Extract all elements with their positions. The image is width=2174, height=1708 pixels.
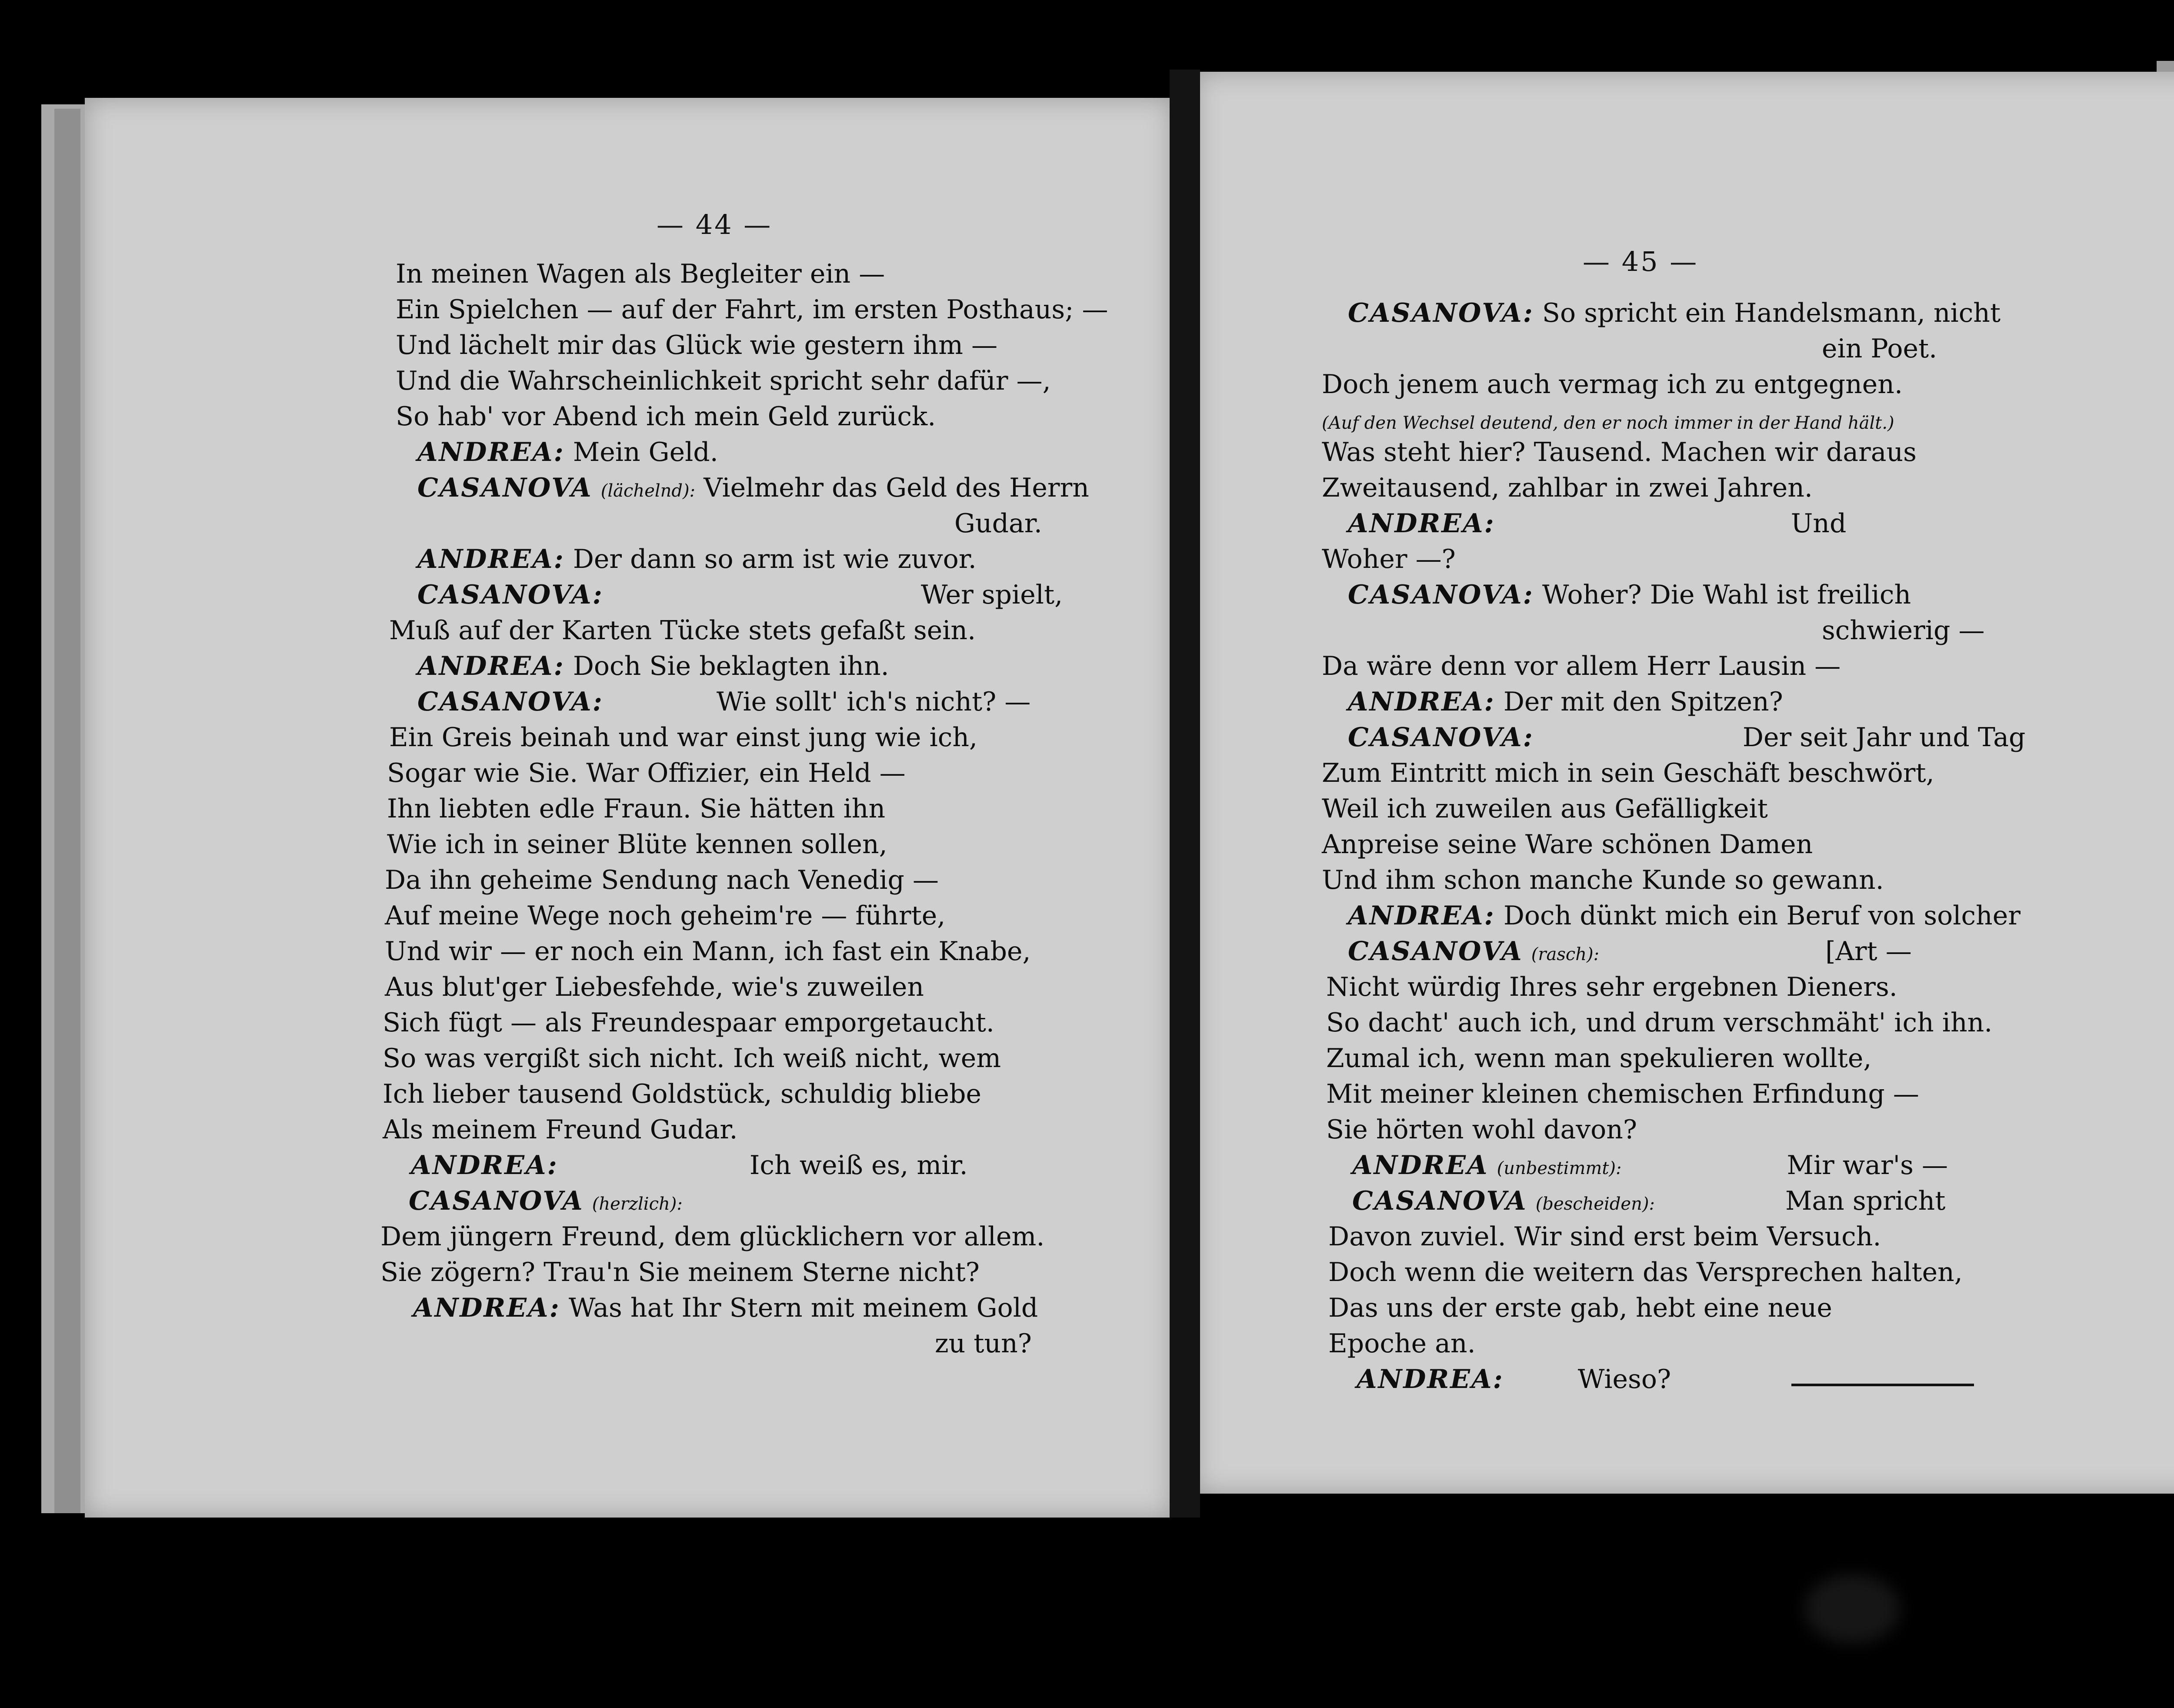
text-line: Doch wenn die weitern das Versprechen halten, xyxy=(1328,1257,1963,1288)
speaker-name: CASANOVA xyxy=(409,1186,584,1216)
speaker-name: ANDREA: xyxy=(1348,901,1495,931)
dialogue-line xyxy=(409,1188,683,1217)
text-line: Aus blut'ger Liebesfehde, wie's zuweilen xyxy=(385,972,924,1002)
book-gutter xyxy=(1170,70,1200,1518)
dialogue-line: ANDREA: Der mit den Spitzen? xyxy=(1348,687,1783,717)
speaker-name: ANDREA: xyxy=(1348,687,1495,717)
speaker-name: CASANOVA xyxy=(1352,1186,1527,1216)
speaker-name: CASANOVA: xyxy=(1348,298,1534,328)
dialogue-line: ANDREA: Doch dünkt mich ein Beruf von solcher xyxy=(1348,901,2021,931)
page-number-left: — 44 — xyxy=(657,209,773,240)
dialogue-line: CASANOVA: So spricht ein Handelsmann, nicht xyxy=(1348,298,2001,328)
text-line: Wie ich in seiner Blüte kennen sollen, xyxy=(387,829,887,860)
text-line: Auf meine Wege noch geheim're — führte, xyxy=(385,901,946,931)
dialogue-line: CASANOVA (lächelnd): Vielmehr das Geld des Herrn xyxy=(417,473,1089,503)
text-line: Doch jenem auch vermag ich zu entgegnen. xyxy=(1322,369,1903,400)
text-line: Muß auf der Karten Tücke stets gefaßt sein. xyxy=(389,615,976,646)
text-line: Sie hörten wohl davon? xyxy=(1326,1114,1637,1145)
section-end-rule xyxy=(1791,1384,1974,1386)
text-line: So hab' vor Abend ich mein Geld zurück. xyxy=(396,401,936,432)
text-line: Nicht würdig Ihres sehr ergebnen Dieners. xyxy=(1326,972,1897,1002)
dialogue-line: ANDREA: Ich weiß es, mir. xyxy=(411,1150,968,1181)
page-stack-left-inner xyxy=(54,109,80,1513)
text-line: Da wäre denn vor allem Herr Lausin — xyxy=(1322,651,1841,681)
dialogue-line: ANDREA: Wieso? xyxy=(1357,1364,1671,1394)
text-line: schwierig — xyxy=(1822,615,1985,646)
text-line: Sich fügt — als Freundespaar emporgetaucht. xyxy=(383,1007,994,1038)
text-line: ein Poet. xyxy=(1822,334,1937,364)
dialogue-line: CASANOVA (rasch): [Art — xyxy=(1348,936,1912,967)
text-line: Davon zuviel. Wir sind erst beim Versuch. xyxy=(1328,1221,1881,1252)
ink-stain xyxy=(1804,1574,1900,1644)
dialogue-line: ANDREA: Der dann so arm ist wie zuvor. xyxy=(417,544,977,574)
speaker-name: ANDREA: xyxy=(411,1150,558,1181)
text-line: Das uns der erste gab, hebt eine neue xyxy=(1328,1293,1832,1323)
text-line: So dacht' auch ich, und drum verschmäht' ich ihn. xyxy=(1326,1007,1993,1038)
speaker-name: ANDREA: xyxy=(413,1293,560,1323)
text-line: Zum Eintritt mich in sein Geschäft beschwört, xyxy=(1322,758,1934,788)
speaker-name: ANDREA: xyxy=(417,651,565,681)
dialogue-line: CASANOVA (bescheiden): Man spricht xyxy=(1352,1186,1946,1216)
speaker-name: CASANOVA xyxy=(417,473,593,503)
text-line: Sogar wie Sie. War Offizier, ein Held — xyxy=(387,758,906,788)
speaker-name: CASANOVA: xyxy=(417,687,604,717)
dialogue-line: ANDREA: Doch Sie beklagten ihn. xyxy=(417,651,889,681)
speaker-name: CASANOVA xyxy=(1348,936,1523,967)
dialogue-line: ANDREA (unbestimmt): Mir war's — xyxy=(1352,1150,1948,1181)
speaker-name: CASANOVA: xyxy=(417,580,604,610)
dialogue-line: CASANOVA: Wie sollt' ich's nicht? — xyxy=(417,687,1031,717)
text-line: Ihn liebten edle Fraun. Sie hätten ihn xyxy=(387,794,886,824)
speaker-name: CASANOVA: xyxy=(1348,580,1534,610)
text-line: Anpreise seine Ware schönen Damen xyxy=(1322,829,1813,860)
text-line: Ein Greis beinah und war einst jung wie ich, xyxy=(389,722,978,753)
stage-direction: (lächelnd): xyxy=(600,481,696,501)
text-line: Als meinem Freund Gudar. xyxy=(383,1114,738,1145)
text-line: Was steht hier? Tausend. Machen wir daraus xyxy=(1322,437,1917,467)
dialogue-line: CASANOVA: Woher? Die Wahl ist freilich xyxy=(1348,580,1911,610)
text-line: Und ihm schon manche Kunde so gewann. xyxy=(1322,865,1884,895)
text-line: Ein Spielchen — auf der Fahrt, im ersten Posthaus; — xyxy=(396,294,1108,325)
text-line: Da ihn geheime Sendung nach Venedig — xyxy=(385,865,939,895)
stage-direction: (unbestimmt): xyxy=(1497,1158,1622,1178)
dialogue-line: CASANOVA: Wer spielt, xyxy=(417,580,1063,610)
stage-direction: (rasch): xyxy=(1531,944,1600,964)
dialogue-line: CASANOVA: Der seit Jahr und Tag xyxy=(1348,722,2026,753)
text-line: Und die Wahrscheinlichkeit spricht sehr dafür —, xyxy=(396,366,1051,396)
speaker-name: ANDREA: xyxy=(417,437,565,467)
text-line: Und lächelt mir das Glück wie gestern ihm — xyxy=(396,330,998,360)
text-line: Epoche an. xyxy=(1328,1328,1476,1359)
text-line: Woher —? xyxy=(1322,544,1456,574)
text-line: Zumal ich, wenn man spekulieren wollte, xyxy=(1326,1043,1872,1074)
text-line: Gudar. xyxy=(954,508,1042,539)
text-line: So was vergißt sich nicht. Ich weiß nicht, wem xyxy=(383,1043,1001,1074)
speaker-name: ANDREA: xyxy=(417,544,565,574)
stage-direction: (Auf den Wechsel deutend, den er noch immer in der Hand hält.) xyxy=(1322,413,1894,433)
text-line: Ich lieber tausend Goldstück, schuldig bliebe xyxy=(383,1079,981,1109)
text-line: Und wir — er noch ein Mann, ich fast ein Knabe, xyxy=(385,936,1031,967)
dialogue-line: ANDREA: Und xyxy=(1348,508,1847,539)
speaker-name: ANDREA xyxy=(1352,1150,1489,1181)
stage-direction-line xyxy=(1322,407,1894,436)
dialogue-line: ANDREA: Was hat Ihr Stern mit meinem Gold xyxy=(413,1293,1038,1323)
text-line: Mit meiner kleinen chemischen Erfindung — xyxy=(1326,1079,1919,1109)
text-line: Weil ich zuweilen aus Gefälligkeit xyxy=(1322,794,1768,824)
text-line: zu tun? xyxy=(935,1328,1032,1359)
page-number-right: — 45 — xyxy=(1583,246,1699,277)
stage-direction: (bescheiden): xyxy=(1535,1194,1655,1214)
speaker-name: ANDREA: xyxy=(1348,508,1495,539)
text-line: Zweitausend, zahlbar in zwei Jahren. xyxy=(1322,473,1813,503)
dialogue-line: ANDREA: Mein Geld. xyxy=(417,437,718,467)
text-line: Dem jüngern Freund, dem glücklichern vor allem. xyxy=(380,1221,1045,1252)
text-line: Sie zögern? Trau'n Sie meinem Sterne nicht? xyxy=(380,1257,980,1288)
text-line: In meinen Wagen als Begleiter ein — xyxy=(396,259,885,289)
stage-direction: (herzlich): xyxy=(592,1194,683,1214)
speaker-name: ANDREA: xyxy=(1357,1364,1504,1394)
speaker-name: CASANOVA: xyxy=(1348,722,1534,753)
